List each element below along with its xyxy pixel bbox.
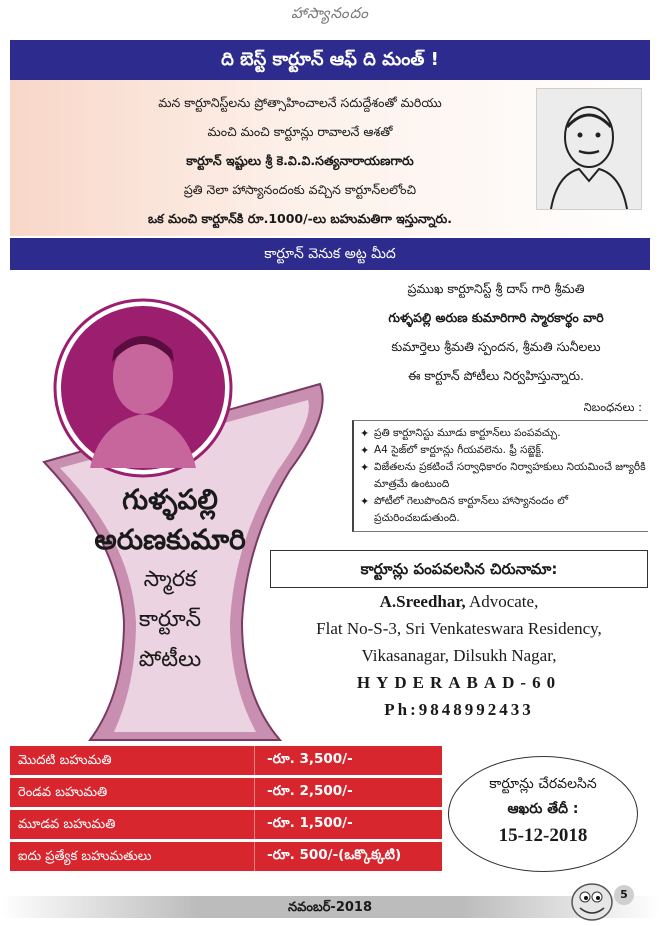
intro-line: మన కార్టూనిస్ట్‌లను ప్రోత్సాహించాలనే సదుద్దేశంతో మరియు [158, 95, 442, 110]
deadline-oval [448, 756, 638, 872]
trophy-line: పోటీలు [138, 647, 202, 672]
prize-row [10, 810, 442, 839]
trophy-line: గుళ్ళపల్లి [122, 483, 218, 516]
recipient-name: A.Sreedhar, [379, 592, 466, 611]
address-line: Vikasanagar, Dilsukh Nagar, [361, 646, 557, 665]
address-block [270, 550, 648, 723]
diamond-bullet-icon: ✦ [360, 495, 370, 508]
intro-line: ప్రతి నెలా హాస్యానందంకు వచ్చిన కార్టూన్‌లలోంచి [183, 182, 417, 197]
intro-line: కార్టూన్ ఇష్టులు శ్రీ కె.వి.వి.సత్యనారాయణగారు [186, 153, 414, 168]
trophy-line: కార్టూన్ [138, 607, 202, 632]
address-name-line [270, 588, 648, 615]
prize-amount: -రూ. 3,500/- [267, 751, 353, 767]
rule-item: ✦ A4 సైజ్‌లో కార్టూన్లు గీయవలెను. ఫ్రీ సబ్జెక్ట్. [360, 444, 545, 457]
prize-list [10, 746, 442, 874]
description-line: ఈ కార్టూన్ పోటీలు నిర్వహిస్తున్నారు. [407, 368, 585, 383]
page-title: ది బెస్ట్ కార్టూన్ ఆఫ్ ది మంత్ ! [221, 49, 439, 70]
address-line: Flat No-S-3, Sri Venkateswara Residency, [316, 619, 602, 638]
deadline-date: 15-12-2018 [498, 825, 588, 846]
deadline-sublabel: ఆఖరు తేదీ : [507, 801, 579, 817]
rules-section [352, 398, 648, 532]
prize-amount: -రూ. 500/-(ఒక్కొక్కటి) [267, 847, 402, 863]
prize-amount: -రూ. 1,500/- [267, 815, 353, 831]
diamond-bullet-icon: ✦ [360, 444, 370, 457]
deadline-label: కార్టూన్లు చేరవలసిన [489, 776, 597, 792]
page-number: 5 [614, 885, 634, 905]
prize-label: ఐదు ప్రత్యేక బహుమతులు [10, 842, 255, 871]
rule-item: ✦ పోటీలో గెలుపొందిన కార్టూన్‌లు హాస్యానందం లో ప్రచురించబడుతుంది. [360, 493, 648, 527]
diamond-bullet-icon: ✦ [360, 461, 370, 474]
trophy-line: అరుణకుమారి [94, 523, 246, 556]
prize-amount: -రూ. 2,500/- [267, 783, 353, 799]
prize-label: రెండవ బహుమతి [10, 778, 255, 807]
intro-line: మంచి మంచి కార్టూన్లు రావాలనే ఆశతో [207, 124, 393, 139]
description-line: ప్రముఖ కార్టూనిస్ట్ శ్రీ దాస్ గారి శ్రీమతి [407, 281, 585, 296]
sponsor-portrait-sketch [536, 88, 642, 210]
contest-description [340, 274, 652, 390]
address-title: కార్టూన్లు పంపవలసిన చిరునామా: [270, 550, 648, 588]
trophy-title [60, 480, 280, 680]
recipient-role: Advocate, [468, 592, 539, 611]
section-title: కార్టూన్ వెనుక అట్ట మీద [264, 246, 396, 262]
prize-row [10, 746, 442, 775]
rules-list [352, 420, 648, 532]
diamond-bullet-icon: ✦ [360, 427, 370, 440]
rule-item: ✦ విజేతలను ప్రకటించే సర్వాధికారం నిర్వాహకులు నియమించే జ్యూరీకి మాత్రమే ఉంటుంది [360, 459, 648, 493]
prize-row [10, 778, 442, 807]
prize-row [10, 842, 442, 871]
intro-section [10, 80, 650, 236]
description-line: కుమార్తెలు శ్రీమతి స్పందన, శ్రీమతి సునీలలు [391, 339, 601, 354]
issue-month: నవంబర్-2018 [288, 900, 372, 915]
title-banner [10, 40, 650, 80]
address-phone: Ph:9848992433 [384, 700, 534, 719]
trophy-line: స్మారక [143, 567, 197, 592]
magazine-logo: హాస్యానందం [291, 4, 369, 22]
section-banner [10, 238, 650, 270]
prize-label: మూడవ బహుమతి [10, 810, 255, 839]
intro-text [50, 88, 550, 233]
address-city: HYDERABAD-60 [356, 673, 562, 692]
intro-line: ఒక మంచి కార్టూన్‌కి రూ.1000/-లు బహుమతిగా ఇస్తున్నారు. [148, 211, 452, 226]
description-line: గుళ్ళపల్లి అరుణ కుమారిగారి స్మారకార్థం వారి [388, 310, 604, 325]
footer-bar [0, 896, 660, 918]
rule-item: ✦ ప్రతి కార్టూనిస్టు మూడు కార్టూన్‌లు పంపవచ్చు. [360, 427, 561, 440]
rules-heading: నిబంధనలు : [583, 400, 642, 414]
masthead [0, 0, 660, 34]
prize-label: మొదటి బహుమతి [10, 746, 255, 775]
